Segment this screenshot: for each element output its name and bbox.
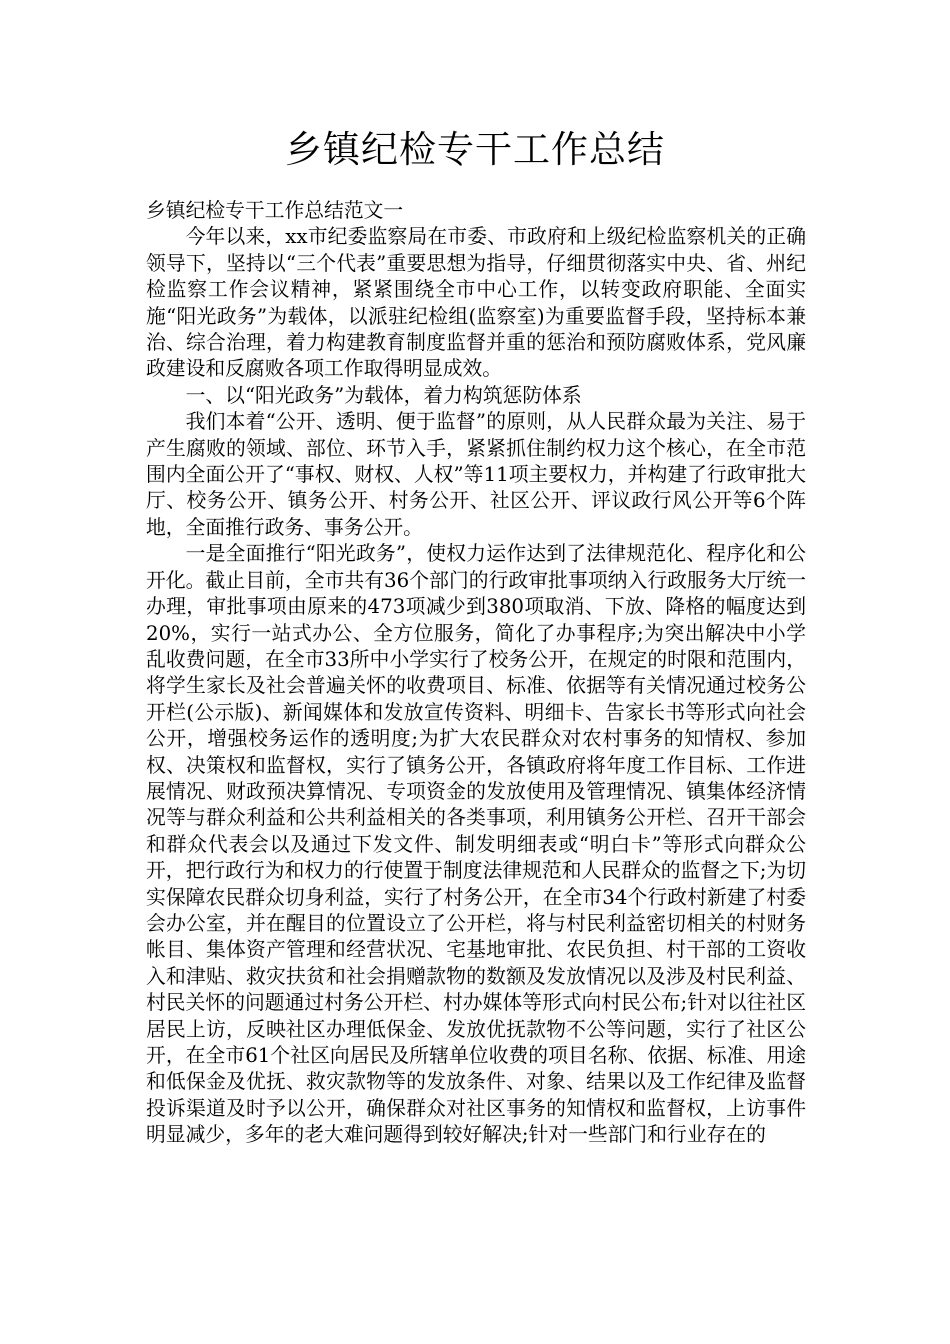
paragraph-first-point: 一是全面推行“阳光政务”，使权力运作达到了法律规范化、程序化和公开化。截止目前，全市共有36个部门的行政审批事项纳入行政服务大厅统一办理，审批事项由原来的473项减少到380项取消、下放、降格的幅度达到20%，实行一站式办公、全方位服务，简化了办事程序;为突出解决中小学乱收费问题，在全市33所中小学实行了校务公开，在规定的时限和范围内，将学生家长及社会普遍关怀的收费项目、标准、依据等有关情况通过校务公开栏(公示版)、新闻媒体和发放宣传资料、明细卡、告家长书等形式向社会公开，增强校务运作的透明度;为扩大农民群众对农村事务的知情权、参加权、决策权和监督权，实行了镇务公开，各镇政府将年度工作目标、工作进展情况、财政预决算情况、专项资金的发放使用及管理情况、镇集体经济情况等与群众利益和公共利益相关的各类事项，利用镇务公开栏、召开干部会和群众代表会以及通过下发文件、制发明细表或“明白卡”等形式向群众公开，把行政行为和权力的行使置于制度法律规范和人民群众的监督之下;为切实保障农民群众切身利益，实行了村务公开，在全市34个行政村新建了村委会办公室，并在醒目的位置设立了公开栏，将与村民利益密切相关的村财务帐目、集体资产管理和经营状况、宅基地审批、农民负担、村干部的工资收入和津贴、救灾扶贫和社会捐赠款物的数额及发放情况以及涉及村民利益、村民关怀的问题通过村务公开栏、村办媒体等形式向村民公布;针对以往社区居民上访，反映社区办理低保金、发放优抚款物不公等问题，实行了社区公开，在全市61个社区向居民及所辖单位收费的项目名称、依据、标准、用途和低保金及优抚、救灾款物等的发放条件、对象、结果以及工作纪律及监督投诉渠道及时予以公开，确保群众对社区事务的知情权和监督权，上访事件明显减少，多年的老大难问题得到较好解决;针对一些部门和行业存在的 xyxy=(146,542,806,1147)
paragraph-principles: 我们本着“公开、透明、便于监督”的原则，从人民群众最为关注、易于产生腐败的领域、部位、环节入手，紧紧抓住制约权力这个核心，在全市范围内全面公开了“事权、财权、人权”等11项主要权力，并构建了行政审批大厅、校务公开、镇务公开、村务公开、社区公开、评议政行风公开等6个阵地，全面推行政务、事务公开。 xyxy=(146,410,806,539)
document-subtitle: 乡镇纪检专干工作总结范文一 xyxy=(146,199,404,222)
document-body xyxy=(146,198,806,1149)
paragraph-intro: 今年以来，xx市纪委监察局在市委、市政府和上级纪检监察机关的正确领导下，坚持以“三个代表”重要思想为指导，仔细贯彻落实中央、省、州纪检监察工作会议精神，紧紧围绕全市中心工作，以转变政府职能、全面实施“阳光政务”为载体，以派驻纪检组(监察室)为重要监督手段，坚持标本兼治、综合治理，着力构建教育制度监督并重的惩治和预防腐败体系，党风廉政建设和反腐败各项工作取得明显成效。 xyxy=(146,225,806,381)
section-heading: 一、以“阳光政务”为载体，着力构筑惩防体系 xyxy=(185,383,582,407)
document-title: 乡镇纪检专干工作总结 xyxy=(285,128,665,171)
